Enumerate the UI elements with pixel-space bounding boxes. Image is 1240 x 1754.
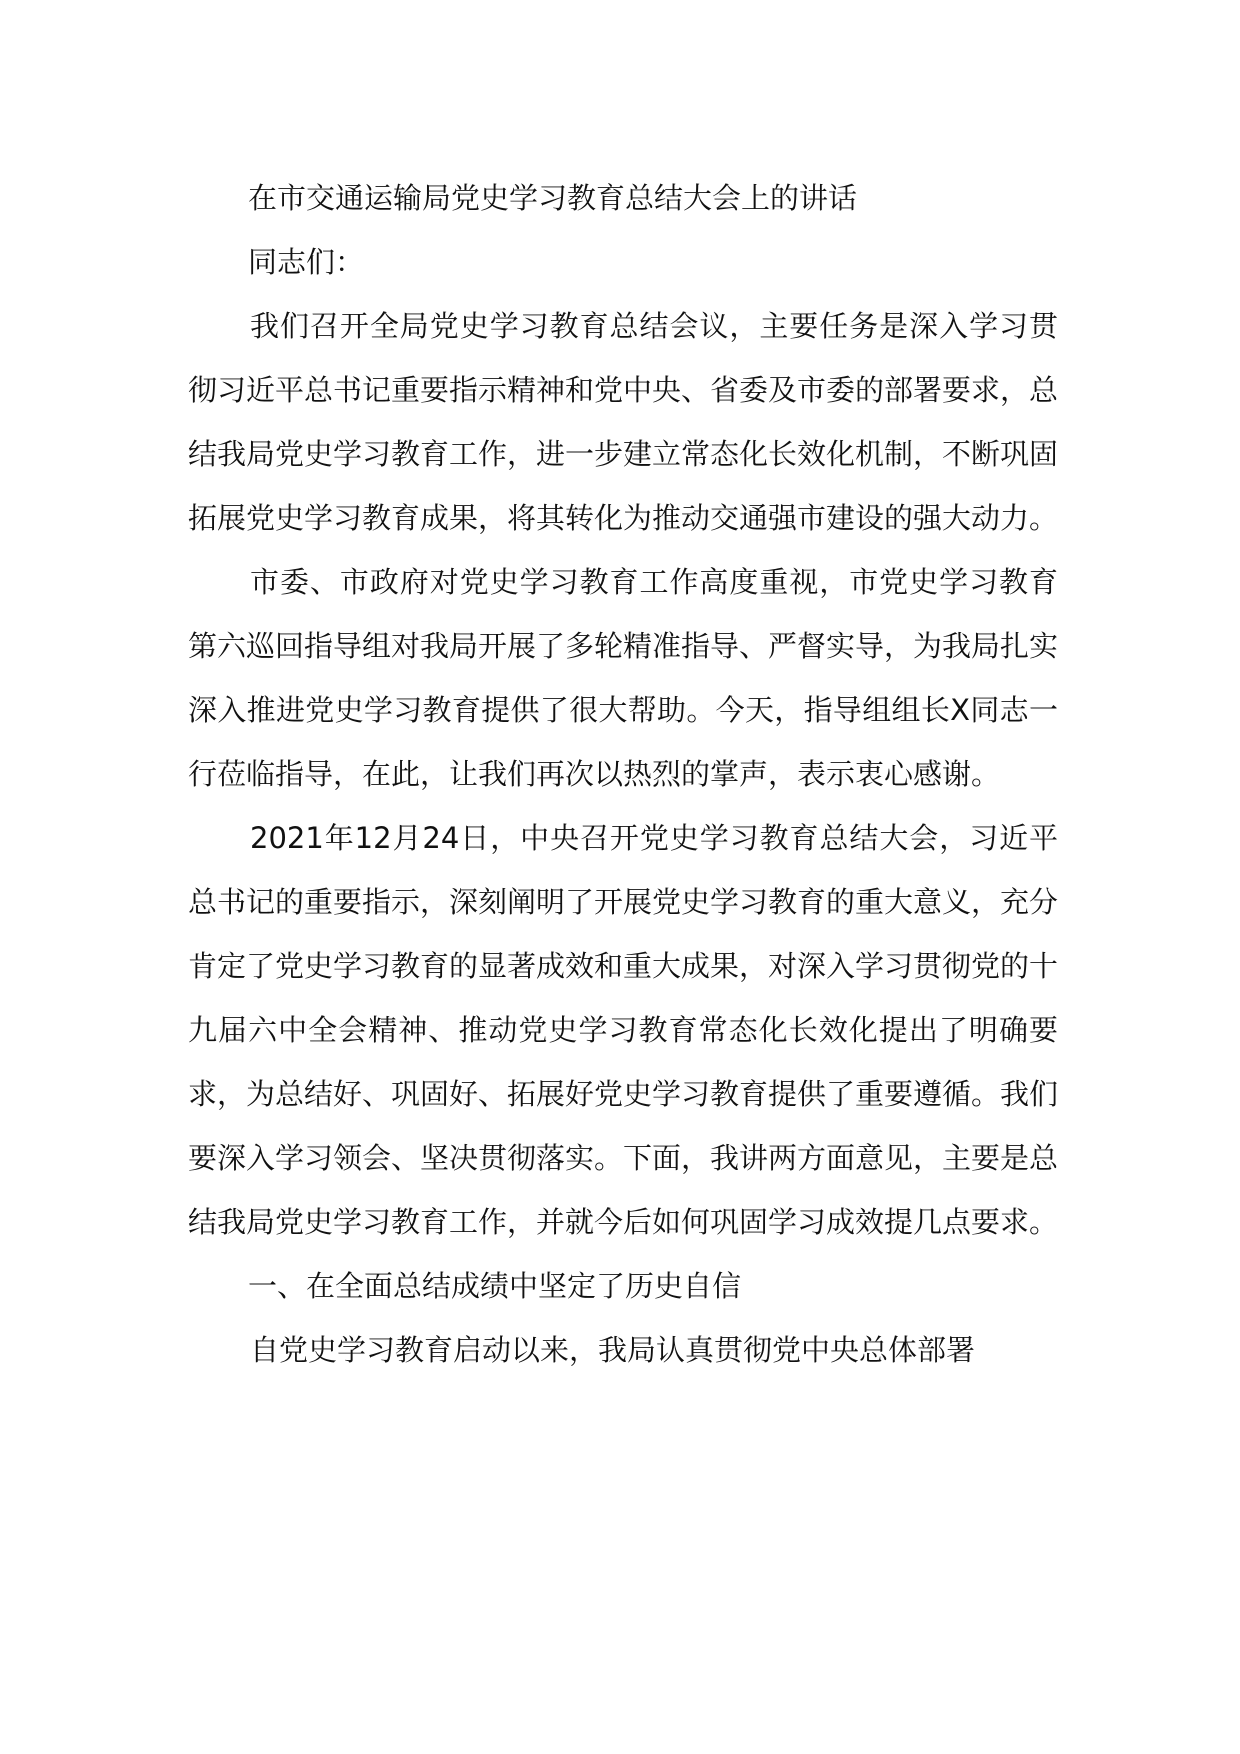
section-heading-1: 一、在全面总结成绩中坚定了历史自信 <box>248 1269 742 1303</box>
paragraph-central-meeting: 2021年12月24日，中央召开党史学习教育总结大会，习近平总书记的重要指示，深刻阐明了开展党史学习教育的重大意义，充分肯定了党史学习教育的显著成效和重大成果，对深入学习贯彻党的十九届六中全会精神、推动党史学习教育常态化长效化提出了明确要求，为总结好、巩固好、拓展好党史学习教育提供了重要遵循。我们要深入学习领会、坚决贯彻落实。下面，我讲两方面意见，主要是总结我局党史学习教育工作，并就今后如何巩固学习成效提几点要求。 <box>188 821 1059 1239</box>
paragraph-intro: 我们召开全局党史学习教育总结会议，主要任务是深入学习贯彻习近平总书记重要指示精神和党中央、省委及市委的部署要求，总结我局党史学习教育工作，进一步建立常态化长效化机制，不断巩固拓展党史学习教育成果，将其转化为推动交通强市建设的强大动力。 <box>188 309 1059 535</box>
document-title: 在市交通运输局党史学习教育总结大会上的讲话 <box>248 181 858 215</box>
salutation: 同志们： <box>248 245 365 279</box>
section-1-paragraph: 自党史学习教育启动以来，我局认真贯彻党中央总体部署 <box>250 1333 976 1367</box>
document-page <box>188 166 1058 1382</box>
paragraph-thanks: 市委、市政府对党史学习教育工作高度重视，市党史学习教育第六巡回指导组对我局开展了多轮精准指导、严督实导，为我局扎实深入推进党史学习教育提供了很大帮助。今天，指导组组长X同志一行莅临指导，在此，让我们再次以热烈的掌声，表示衷心感谢。 <box>188 565 1059 791</box>
